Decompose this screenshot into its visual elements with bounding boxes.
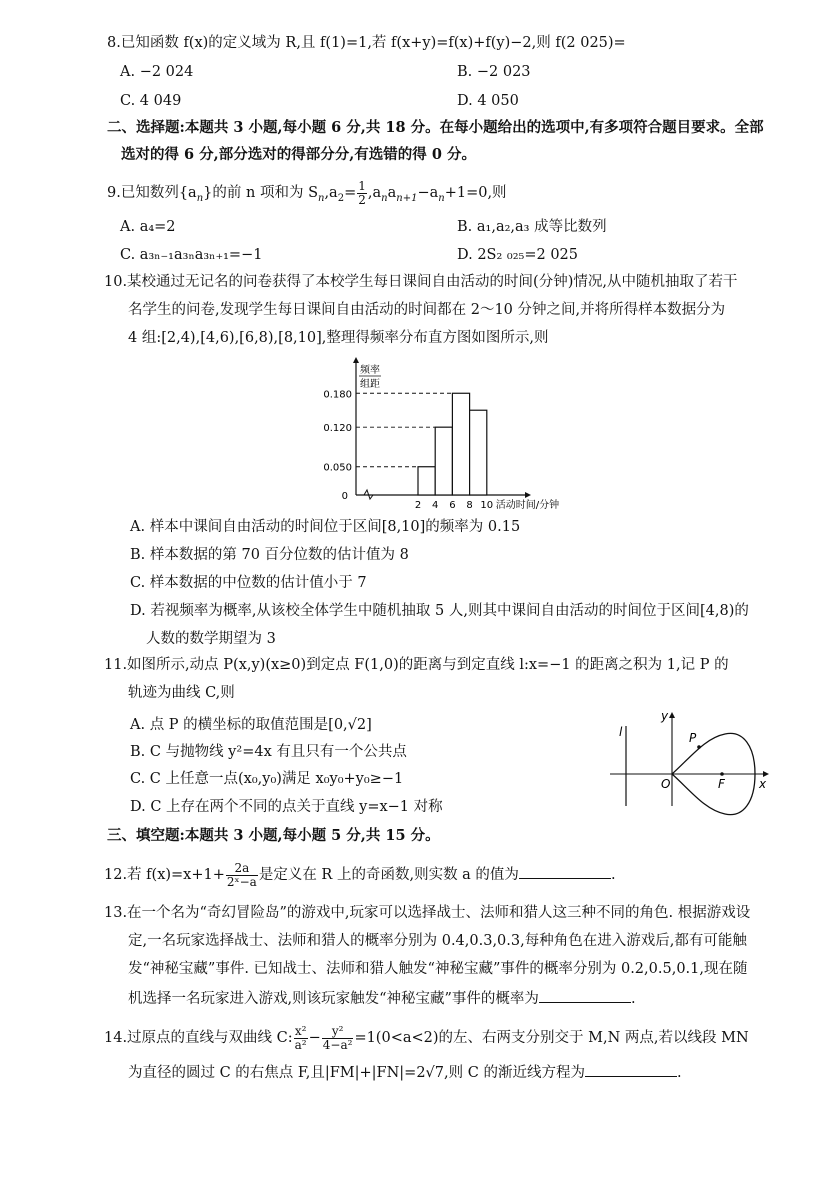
q8-option-b: B. −2 023	[457, 64, 531, 80]
q10-option-d-line1: D. 若视频率为概率,从该校全体学生中随机抽取 5 人,则其中课间自由活动的时间位于区间[4,8)的	[130, 603, 749, 619]
q8-option-c: C. 4 049	[120, 93, 182, 109]
q12-stem: 12.若 f(x)=x+1+ $\frac{2a}{\text{2ˣ−a}}$ 是定义在 R 上的奇函数,则实数 a 的值为 .	[104, 861, 616, 889]
label-y: y	[661, 709, 669, 723]
x-tick-label: 6	[449, 500, 456, 511]
q10-option-a: A. 样本中课间自由活动的时间位于区间[8,10]的频率为 0.15	[130, 519, 521, 535]
q13-line4: 机选择一名玩家进入游戏,则该玩家触发“神秘宝藏”事件的概率为 .	[128, 991, 636, 1007]
y-tick-label: 0.180	[323, 389, 352, 401]
q11-option-d: D. C 上存在两个不同的点关于直线 y=x−1 对称	[130, 799, 443, 815]
histogram-bar	[452, 393, 469, 495]
q10-option-c: C. 样本数据的中位数的估计值小于 7	[130, 575, 367, 591]
q8-stem: 8.已知函数 f(x)的定义域为 R,且 f(1)=1,若 f(x+y)=f(x)+f(y)−2,则 f(2 025)=	[107, 35, 626, 51]
q9-option-d: D. 2S₂ ₀₂₅=2 025	[457, 247, 579, 263]
q13-line1: 13.在一个名为“奇幻冒险岛”的游戏中,玩家可以选择战士、法师和猎人这三种不同的角色. 根据游戏设	[104, 905, 751, 921]
q9-option-a: A. a₄=2	[120, 219, 176, 235]
section-2-heading-line2: 选对的得 6 分,部分选对的得部分分,有选错的得 0 分。	[121, 146, 476, 163]
label-l: l	[619, 725, 623, 739]
x-tick-label: 8	[466, 500, 473, 511]
section-3-heading: 三、填空题:本题共 3 小题,每小题 5 分,共 15 分。	[107, 827, 440, 844]
y-axis-arrow	[669, 712, 675, 718]
q9-option-c: C. a₃ₙ₋₁a₃ₙa₃ₙ₊₁=−1	[120, 247, 263, 263]
q8-option-d: D. 4 050	[457, 93, 519, 109]
label-p: P	[689, 731, 697, 745]
q11-stem-line1: 11.如图所示,动点 P(x,y)(x≥0)到定点 F(1,0)的距离与到定直线 l:x=−1 的距离之积为 1,记 P 的	[104, 657, 729, 673]
x-axis-arrow	[525, 492, 531, 498]
point-f	[720, 772, 724, 776]
q13-line3: 发“神秘宝藏”事件. 已知战士、法师和猎人触发“神秘宝藏”事件的概率分别为 0.2,0.5,0.1,现在随	[128, 961, 748, 977]
q9-stem: 9.已知数列$\{a_n\}$的前 n 项和为 $S_n,a_2=$ $\frac{1}{2}$ $,a_na_{n+1}-a_n+1=0$,则	[107, 179, 507, 207]
x-tick-label: 2	[414, 500, 422, 511]
q9-option-b: B. a₁,a₂,a₃ 成等比数列	[457, 219, 607, 235]
q14-fraction-2: $\frac{\text{y²}}{\text{4−a²}}$	[322, 1024, 353, 1052]
ylabel-bottom: 组距	[360, 379, 380, 390]
q11-curve-figure	[605, 706, 775, 816]
q11-option-a: A. 点 P 的横坐标的取值范围是[0,√2]	[130, 717, 372, 733]
y-tick-label: 0.050	[323, 462, 352, 474]
x-tick-label: 10	[480, 500, 494, 511]
histogram-bar	[470, 410, 487, 495]
y-axis-arrow	[353, 357, 359, 363]
histogram-bar	[435, 427, 452, 495]
q10-option-b: B. 样本数据的第 70 百分位数的估计值为 8	[130, 547, 409, 563]
histogram-bar	[418, 467, 435, 495]
point-p	[697, 745, 701, 749]
ylabel-top: 频率	[360, 365, 380, 376]
section-2-heading-line1: 二、选择题:本题共 3 小题,每小题 6 分,共 18 分。在每小题给出的选项中,有多项符合题目要求。全部	[107, 119, 764, 136]
q11-stem-line2: 轨迹为曲线 C,则	[128, 685, 235, 701]
q13-answer-blank[interactable]	[539, 990, 631, 1003]
origin-label: 0	[341, 491, 348, 502]
label-f: F	[718, 777, 725, 791]
q11-option-c: C. C 上任意一点(x₀,y₀)满足 x₀y₀+y₀≥−1	[130, 771, 404, 787]
q8-option-a: A. −2 024	[120, 64, 194, 80]
x-tick-label: 4	[432, 500, 439, 511]
q13-line2: 定,一名玩家选择战士、法师和猎人的概率分别为 0.4,0.3,0.3,每种角色在进入游戏后,都有可能触	[128, 933, 747, 949]
q14-fraction-1: $\frac{\text{x²}}{\text{a²}}$	[294, 1024, 307, 1052]
histogram-chart	[320, 357, 560, 517]
q14-line2: 为直径的圆过 C 的右焦点 F,且|FM|+|FN|=2√7,则 C 的渐近线方程为 .	[128, 1065, 682, 1081]
q14-answer-blank[interactable]	[585, 1064, 677, 1077]
q11-option-b: B. C 与抛物线 y²=4x 有且只有一个公共点	[130, 744, 407, 760]
q9-fraction: $\frac{1}{2}$	[358, 179, 366, 207]
label-o: O	[661, 777, 671, 791]
label-x: x	[759, 777, 767, 791]
q10-stem-line3: 4 组:[2,4),[4,6),[6,8),[8,10],整理得频率分布直方图如图所示,则	[128, 330, 549, 346]
q10-stem-line1: 10.某校通过无记名的问卷获得了本校学生每日课间自由活动的时间(分钟)情况,从中随机抽取了若干	[104, 274, 738, 290]
q12-fraction: $\frac{2a}{\text{2ˣ−a}}$	[226, 861, 257, 889]
x-axis-label: 活动时间/分钟	[495, 500, 560, 511]
q10-option-d-line2: 人数的数学期望为 3	[146, 631, 276, 647]
q12-answer-blank[interactable]	[519, 866, 611, 879]
y-tick-label: 0.120	[323, 423, 352, 435]
q14-line1: 14.过原点的直线与双曲线 C: $\frac{\text{x²}}{\text{a²}}$ − $\frac{\text{y²}}{\text{4−a²}}$ =1(0<a<2)的左、右两支分别交于 M,N 两点,若以线段 MN	[104, 1024, 749, 1052]
q10-stem-line2: 名学生的问卷,发现学生每日课间自由活动的时间都在 2～10 分钟之间,并将所得样本数据分为	[128, 302, 726, 318]
